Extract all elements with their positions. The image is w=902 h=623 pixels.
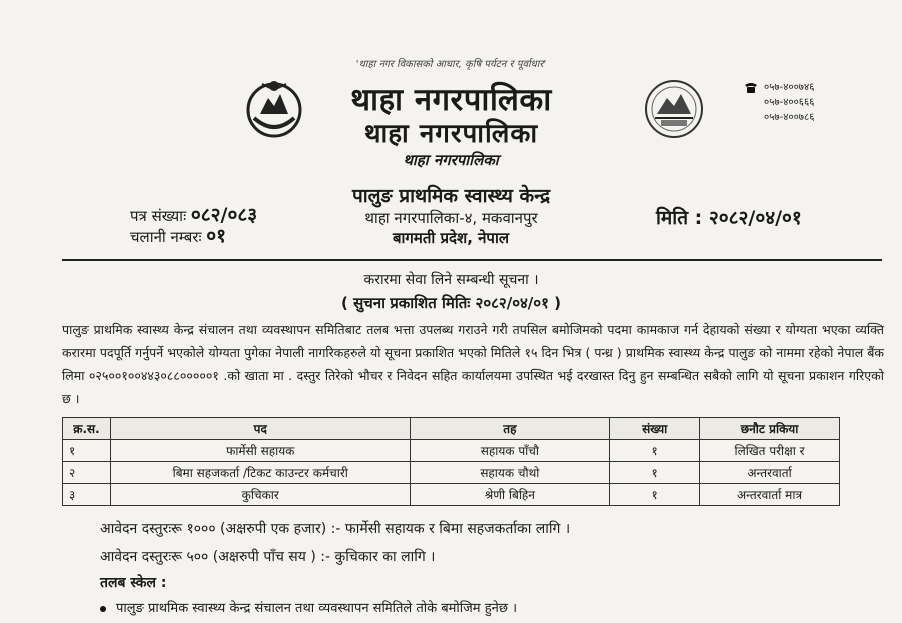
phone-number: ०५७-४००६६६ xyxy=(764,97,815,108)
office-province: बागमती प्रदेश, नेपाल xyxy=(392,229,510,247)
salary-scale-text: पालुङ प्राथमिक स्वास्थ्य केन्द्र संचालन तथा व्यवस्थापन समितिले तोके बमोजिम हुनेछ । xyxy=(116,601,518,616)
table-cell: लिखित परीक्षा र xyxy=(700,440,840,462)
column-header: छनौट प्रकिया xyxy=(700,418,840,440)
phone-number: ०५७-४००७४६ xyxy=(764,82,815,93)
table-cell: १ xyxy=(610,440,700,462)
table-row xyxy=(63,484,840,506)
application-fee-line: आवेदन दस्तुरःरू ५०० (अक्षरुपी पाँच सय ) :- कुचिकार का लागि । xyxy=(100,549,436,565)
notice-title: करारमा सेवा लिने सम्बन्धी सूचना । xyxy=(363,272,539,288)
notice-paragraph: पालुङ प्राथमिक स्वास्थ्य केन्द्र संचालन तथा व्यवस्थापन समितिबाट तलब भत्ता उपलब्ध गराउने गरी तपसिल बमोजिमको पदमा कामकाज गर्न देहायको संख्या र योग्यता भएका व्यक्ति करारमा पदपूर्ति गर्नुपर्ने भएकोले योग्यता पुगेका नेपाली नागरिकहरुले यो सूचना प्रकाशित भएको मितिले १५ दिन भित्र ( पन्ध्र ) प्राथमिक स्वास्थ्य केन्द्र पालुङ को नाममा रहेको नेपाल बैंक लिमा ०२५००१००४४३०८८०००००१ .को खाता मा . दस्तुर तिरेको भौचर र निवेदन सहित कार्यालयमा उपस्थित भई दरखास्त दिनु हुन सम्बन्धित सबैको लागि यो सूचना प्रकाशन गरिएको छ । xyxy=(62,322,884,406)
table-cell: बिमा सहजकर्ता /टिकट काउन्टर कर्मचारी xyxy=(110,462,410,484)
letter-number-label: पत्र संख्याः xyxy=(130,207,187,225)
table-cell: फार्मेसी सहायक xyxy=(110,440,410,462)
header-divider xyxy=(62,259,882,261)
dispatch-number-label: चलानी नम्बरः xyxy=(130,228,202,246)
application-fee-line: आवेदन दस्तुरःरू १००० (अक्षरुपी एक हजार) :- फार्मेसी सहायक र बिमा सहजकर्ताका लागि । xyxy=(100,521,571,537)
salary-scale-item xyxy=(100,598,517,616)
table-cell: १ xyxy=(610,462,700,484)
municipality-title: थाहा नगरपालिका xyxy=(350,82,552,118)
letter-number-value: ०८२/०८३ xyxy=(190,204,258,226)
issue-date xyxy=(656,204,802,230)
table-header-row xyxy=(63,418,840,440)
telephone-icon xyxy=(744,82,758,94)
bullet-icon xyxy=(100,606,106,612)
table-cell: अन्तरवार्ता xyxy=(700,462,840,484)
table-cell: १ xyxy=(63,440,111,462)
column-header: तह xyxy=(410,418,610,440)
office-address: थाहा नगरपालिका-४, मकवानपुर xyxy=(364,209,538,227)
reference-block xyxy=(130,205,257,247)
table-row xyxy=(63,440,840,462)
salary-scale-heading: तलब स्केल : xyxy=(100,575,167,591)
municipality-title-newari: थाहा नगरपालिका xyxy=(363,119,539,149)
table-cell: २ xyxy=(63,462,111,484)
column-header: पद xyxy=(110,418,410,440)
date-label: मिति : xyxy=(656,207,703,229)
phone-numbers xyxy=(764,80,814,125)
notice-published-date: ( सुचना प्रकाशित मितिः २०८२/०४/०१ ) xyxy=(341,294,561,312)
table-cell: श्रेणी बिहिन xyxy=(410,484,610,506)
table-cell: ३ xyxy=(63,484,111,506)
table-row xyxy=(63,462,840,484)
table-cell: अन्तरवार्ता मात्र xyxy=(700,484,840,506)
column-header: संख्या xyxy=(610,418,700,440)
date-value: २०८२/०४/०१ xyxy=(708,207,802,229)
dispatch-number-value: ०१ xyxy=(206,225,227,247)
table-cell: १ xyxy=(610,484,700,506)
municipality-motto: 'थाहा नगर विकासको आधार, कृषि पर्यटन र पूर्वाधार' xyxy=(355,59,547,70)
table-cell: सहायक चौथो xyxy=(410,462,610,484)
vacancy-table xyxy=(62,417,840,506)
table-cell: कुचिकार xyxy=(110,484,410,506)
phone-number: ०५७-४००७८६ xyxy=(764,112,815,123)
municipality-title-tamang: थाहा नगरपालिका xyxy=(403,151,499,169)
column-header: क्र.स. xyxy=(63,418,111,440)
office-name: पालुङ प्राथमिक स्वास्थ्य केन्द्र xyxy=(351,185,551,207)
table-cell: सहायक पाँचौ xyxy=(410,440,610,462)
